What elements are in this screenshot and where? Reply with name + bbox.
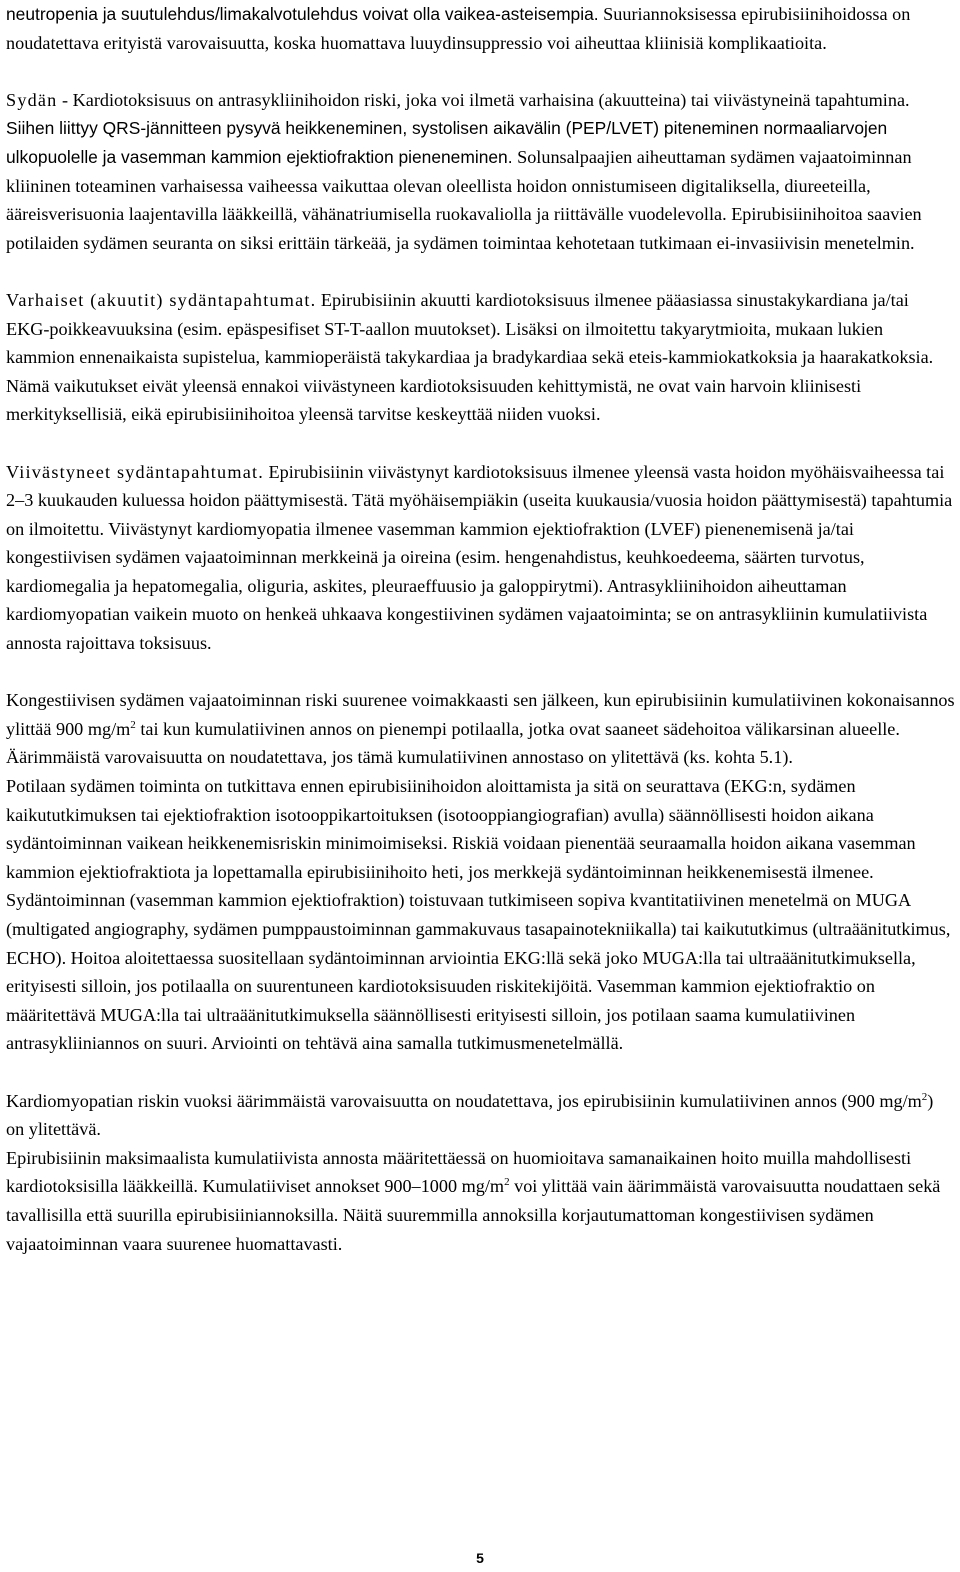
text-dose-risk-start: Kongestiivisen sydämen vajaatoiminnan riski suurenee voimakkaasti sen jälkeen, kun epirubisiinin kumulatiivinen kokonaisannos ylittää 900 mg/m — [6, 690, 955, 739]
document-page — [6, 0, 956, 1258]
text-cardiac-function-monitoring: Potilaan sydämen toiminta on tutkittava ennen epirubisiinihoidon aloittamista ja sitä on seurattava (EKG:n, sydämen kaikututkimuksen tai ejektiofraktion isotooppikartoituksen (isotooppiangiografian) avulla) säännöllisesti hoidon aikana sydäntoiminnan vaikean heikkenemisriskin minimoimiseksi. Riskiä voidaan pienentää seuraamalla hoidon aikana vasemman kammion ejektiofraktiota ja lopettamalla epirubisiinihoito heti, jos merkkejä sydäntoiminnan heikkenemisestä ilmenee. Sydäntoiminnan (vasemman kammion ejektiofraktion) toistuvaan tutkimiseen sopiva kvantitatiivinen menetelmä on MUGA (multigated angiography, sydämen pumppaustoiminnan gammakuvaus tasapainotekniikalla) tai kaikututkimus (ultraäänitutkimus, ECHO). Hoitoa aloitettaessa suositellaan sydäntoiminnan arviointia EKG:llä sekä joko MUGA:lla tai ultraäänitutkimuksella, erityisesti silloin, jos potilaalla on suurentuneen kardiotoksisuuden riskitekijöitä. Vasemman kammion ejektiofraktio on määritettävä MUGA:lla tai ultraäänitutkimuksella säännöllisesti erityisesti silloin, jos potilaan saama kumulatiivinen antrasykliiniannos on suuri. Arviointi on tehtävä aina samalla tutkimusmenetelmällä. — [6, 776, 951, 1054]
text-cardiomyopathy-end: ) on ylitettävä. — [6, 1090, 934, 1140]
superscript-squared: 2 — [504, 1176, 510, 1189]
text-cardiac-monitoring: Epirubisiinihoitoa saavien potilaiden sydämen seuranta on siksi erittäin tärkeää, ja sydämen toimintaa kehotetaan tutkimaan ei-invasiivisin menetelmin. — [6, 204, 922, 253]
paragraph-early-events — [6, 286, 956, 429]
text-heart-failure-detection: Solunsalpaajien aiheuttaman sydämen vajaatoiminnan kliininen toteaminen varhaisessa vaiheessa vaikuttaa olevan oleellista hoidon onnistumiseen digitaliksella, diureeteilla, ääreisverisuonia laajentavilla lääkkeillä, vähänatriumisella ruokavaliolla ja riittävälle vuodelevolla. — [6, 146, 912, 225]
paragraph-max-cumulative-dose — [6, 1144, 956, 1258]
section-heading-heart: Sydän — [6, 89, 58, 110]
paragraph-bone-marrow — [6, 0, 956, 57]
text-cardiotoxicity-risk: - Kardiotoksisuus on antrasykliinihoidon riski, joka voi ilmetä varhaisina (akuutteina) tai viivästyneinä tapahtumina. — [57, 89, 910, 110]
subheading-early-events: Varhaiset (akuutit) sydäntapahtumat. — [6, 289, 317, 310]
text-qrs-voltage: Siihen liittyy QRS-jännitteen pysyvä heikkeneminen, systolisen aikavälin (PEP/LVET) piteneminen normaaliarvojen ulkopuolelle ja vasemman kammion ejektiofraktion pieneneminen. — [6, 118, 888, 167]
paragraph-late-events — [6, 458, 956, 658]
subheading-late-events: Viivästyneet sydäntapahtumat. — [6, 461, 264, 482]
superscript-squared: 2 — [921, 1090, 928, 1103]
text-neutropenia-line: neutropenia ja suutulehdus/limakalvotulehdus voivat olla vaikea-asteisempia. — [6, 4, 599, 24]
text-late-events: Epirubisiinin viivästynyt kardiotoksisuus ilmenee yleensä vasta hoidon myöhäisvaiheessa tai 2–3 kuukauden kuluessa hoidon päättymisestä. Tätä myöhäisempiäkin (useita kuukausia/vuosia hoidon päättymisestä) tapahtumia on ilmoitettu. Viivästynyt kardiomyopatia ilmenee vasemman kammion ejektiofraktion (LVEF) pienenemisenä ja/tai kongestiivisen sydämen vajaatoiminnan merkkeinä ja oireina (esim. hengenahdistus, keuhkoedeema, säärten turvotus, kardiomegalia ja hepatomegalia, oliguria, askites, pleuraeffuusio ja galoppirytmi). Antrasykliinihoidon aiheuttaman kardiomyopatian vaikein muoto on henkeä uhkaava kongestiivinen sydämen vajaatoiminta; se on antrasykliinin kumulatiivista annosta rajoittava toksisuus. — [6, 461, 953, 654]
paragraph-heart-intro — [6, 86, 956, 115]
paragraph-qrs-findings — [6, 114, 956, 257]
page-number: 5 — [476, 1550, 484, 1566]
superscript-squared: 2 — [130, 718, 136, 731]
text-max-dose-end: voi ylittää vain äärimmäistä varovaisuutta noudattaen sekä tavallisilla että suurilla epirubisiiniannoksilla. Näitä suuremmilla annoksilla korjautumattoman kongestiivisen sydämen vajaatoiminnan vaara suurenee huomattavasti. — [6, 1176, 941, 1254]
text-dose-risk-end: tai kun kumulatiivinen annos on pienempi potilaalla, jotka ovat saaneet sädehoitoa välikarsinan alueelle. Äärimmäistä varovaisuutta on noudatettava, jos tämä kumulatiivinen annostaso on ylitettävä (ks. kohta 5.1). — [6, 718, 900, 768]
text-max-dose-start: Epirubisiinin maksimaalista kumulatiivista annosta määritettäessä on huomioitava samanaikainen hoito muilla mahdollisesti kardiotoksisilla lääkkeillä. Kumulatiiviset annokset 900–1000 mg/m — [6, 1147, 912, 1197]
text-bone-marrow-caution: Suuriannoksisessa epirubisiinihoidossa on noudatettava erityistä varovaisuutta, koska huomattava luuydinsuppressio voi aiheuttaa kliinisiä komplikaatioita. — [6, 4, 911, 53]
paragraph-cardiomyopathy-caution — [6, 1087, 956, 1144]
text-cardiomyopathy-start: Kardiomyopatian riskin vuoksi äärimmäistä varovaisuutta on noudatettava, jos epirubisiinin kumulatiivinen annos (900 mg/m — [6, 1090, 922, 1111]
text-early-events: Epirubisiinin akuutti kardiotoksisuus ilmenee pääasiassa sinustakykardiana ja/tai EKG-poikkeavuuksina (esim. epäspesifiset ST-T-aallon muutokset). Lisäksi on ilmoitettu takyarytmioita, mukaan lukien kammion ennenaikaista supistelua, kammioperäistä takykardiaa ja bradykardiaa sekä eteis-kammiokatkoksia ja haarakatkoksia. Nämä vaikutukset eivät yleensä ennakoi viivästyneen kardiotoksisuuden kehittymistä, ne ovat vain harvoin kliinisesti merkityksellisiä, eikä epirubisiinihoitoa yleensä tarvitse keskeyttää niiden vuoksi. — [6, 289, 934, 425]
paragraph-cardiac-function-monitoring — [6, 772, 956, 1058]
paragraph-cumulative-dose-risk — [6, 686, 956, 772]
